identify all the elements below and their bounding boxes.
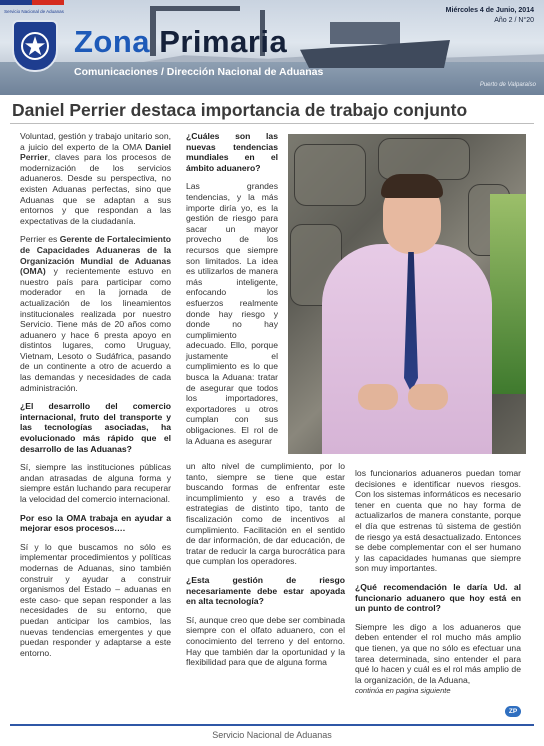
- brand-zona: Zona: [74, 24, 151, 59]
- issue-date: Miércoles 4 de Junio, 2014: [445, 7, 534, 14]
- tree-background: [490, 194, 526, 394]
- portrait-photo: [288, 134, 526, 454]
- portrait-hand: [358, 384, 398, 410]
- text-run: , claves para los procesos de modernización de los servicios aduaneros. Desde su perspectiva, no existen Aduanas perfectas, sino que Aduanas que se adaptan a sus entornos y que respondan a las expectativas de la ciudadanía.: [20, 152, 171, 226]
- text-run: Perrier es: [20, 234, 60, 245]
- footer-rule: [10, 724, 534, 726]
- crane-arm-graphic: [150, 6, 240, 11]
- issue-number: Año 2 / N°20: [494, 17, 534, 24]
- interview-question: ¿Cuáles son las nuevas tendencias mundiales en el ámbito aduanero?: [186, 131, 278, 173]
- interview-answer: un alto nivel de cumplimiento, por lo tanto, siempre se tiene que estar buscando formas de enfrentar este incumplimiento y eso a través de estrategias de distinto tipo, tanto de fiscalización como de incentivos al cumplimiento. Facilitación en el sentido de dar información, de dar educación, de tratar de reducir la carga burocrática para que cumplan los operadores.: [186, 461, 345, 567]
- interview-answer: Sí, aunque creo que debe ser combinada siempre con el olfato aduanero, con el conocimiento del terreno y del entorno. Hay que también dar la oportunidad y la flexibilidad para que de alguna forma: [186, 614, 345, 668]
- interview-question: Por eso la OMA trabaja en ayudar a mejorar esos procesos….: [20, 512, 171, 534]
- interview-question: ¿El desarrollo del comercio internacional, fruto del transporte y las tecnologías asociadas, ha evolucionado más rápido que el desarrollo de las Aduanas?: [20, 401, 171, 454]
- paragraph: [20, 131, 171, 226]
- brand-primaria: Primaria: [159, 24, 288, 59]
- article-column-2: [186, 131, 278, 454]
- interview-answer: [355, 622, 521, 697]
- interview-answer: Sí y lo que buscamos no sólo es implementar procedimientos y políticas modernas de Aduanas, sino también construir y ayudar a construir organismos del Estado – aduanas en este caso- que sepan responder a las necesidades de su entorno, que puedan anticipar los cambios, las nuevas tendencias emergentes y que puedan responder y adaptarse a este entorno.: [20, 541, 171, 658]
- text-run: y recientemente estuvo en nuestro país para participar como moderador en la jornada de actualización de los lineamientos institucionales realizada por nuestro Servicio. Tiene más de 20 años como aduanero y hace 6 presta apoyo en distintos lugares, como Uruguay, Vietnam, Lesoto o Sudáfrica, pasando de un continente a otro de acuerdo a las demandas y necesidades de cada administración.: [20, 266, 171, 393]
- portrait-hand: [408, 384, 448, 410]
- logo-ring-icon: [21, 32, 49, 60]
- portrait-hair: [381, 174, 443, 198]
- ship-deck-graphic: [330, 22, 400, 44]
- star-icon: ★: [23, 31, 47, 61]
- logo-caption: Servicio Nacional de Aduanas: [4, 9, 64, 14]
- interview-answer: Sí, siempre las instituciones públicas andan atrasadas de alguna forma y siempre están luchando para recuperar la velocidad del comercio internacional.: [20, 462, 171, 504]
- title-divider: [10, 123, 534, 124]
- text-run: Voluntad, gestión y trabajo unitario son, a juicio del experto de la OMA: [20, 131, 171, 152]
- interview-answer: los funcionarios aduaneros puedan tomar decisiones e identificar nuevos riesgos. Con los sistemas informáticos es necesario tener en cuenta que no hay forma de actualizarlos de manera constante, porque el día que estrenas tú sistema de gestión de riesgo ya está desactualizado. Entonces se debe complementar con el ser humano y las capacidades humanas que siempre son muy importantes.: [355, 468, 521, 574]
- job-title: Gerente de Fortalecimiento de Capacidades Aduaneras de la Organización Mundial de Aduanas (OMA): [20, 234, 171, 277]
- wall-stone: [294, 144, 366, 206]
- zp-badge-icon: ZP: [505, 706, 521, 717]
- paragraph: [20, 234, 171, 393]
- text-run: Siempre les digo a los aduaneros que deben entender el rol mucho más amplio que tienen, ya que no sólo es efectuar una tarea determinada, sino entender el para qué lo hacen y cuál es el rol más amplio de la organización, de la Aduana,: [355, 621, 521, 685]
- interview-question: ¿Qué recomendación le daría Ud. al funcionario aduanero que hoy está en un punto de control?: [355, 581, 521, 614]
- continued-note: continúa en pagina siguiente: [355, 686, 451, 696]
- aduanas-logo: [12, 20, 58, 72]
- article-column-2-continued: [186, 461, 345, 676]
- article-column-1: [20, 131, 171, 666]
- photo-credit: Puerto de Valparaíso: [479, 82, 536, 88]
- masthead: [0, 0, 544, 95]
- article-column-3: [355, 468, 521, 697]
- person-name: Daniel Perrier: [20, 141, 171, 163]
- footer-text: Servicio Nacional de Aduanas: [212, 730, 332, 740]
- flag-bar: [0, 0, 64, 5]
- article-title: Daniel Perrier destaca importancia de trabajo conjunto: [12, 100, 468, 120]
- ship-graphic: [300, 40, 450, 68]
- interview-question: ¿Esta gestión de riesgo necesariamente debe estar apoyada en alta tecnología?: [186, 574, 345, 607]
- interview-answer: Las grandes tendencias, y la más importe diría yo, es la gestión de riesgo para sacar un mayor provecho de los recursos que siempre son limitados. La idea es utilizarlos de manera más inteligente, enfocando los esfuerzos realmente donde hay riesgo y donde no hay cumplimiento adecuado. Ello, porque justamente el cumplimiento es lo que busca la Aduana: tratar de asegurar que todos los importadores, exportadores u otros cumplan con sus obligaciones. El rol de la Aduana es asegurar: [186, 181, 278, 446]
- publication-subtitle: Comunicaciones / Dirección Nacional de Aduanas: [74, 66, 324, 78]
- publication-title: [74, 26, 287, 57]
